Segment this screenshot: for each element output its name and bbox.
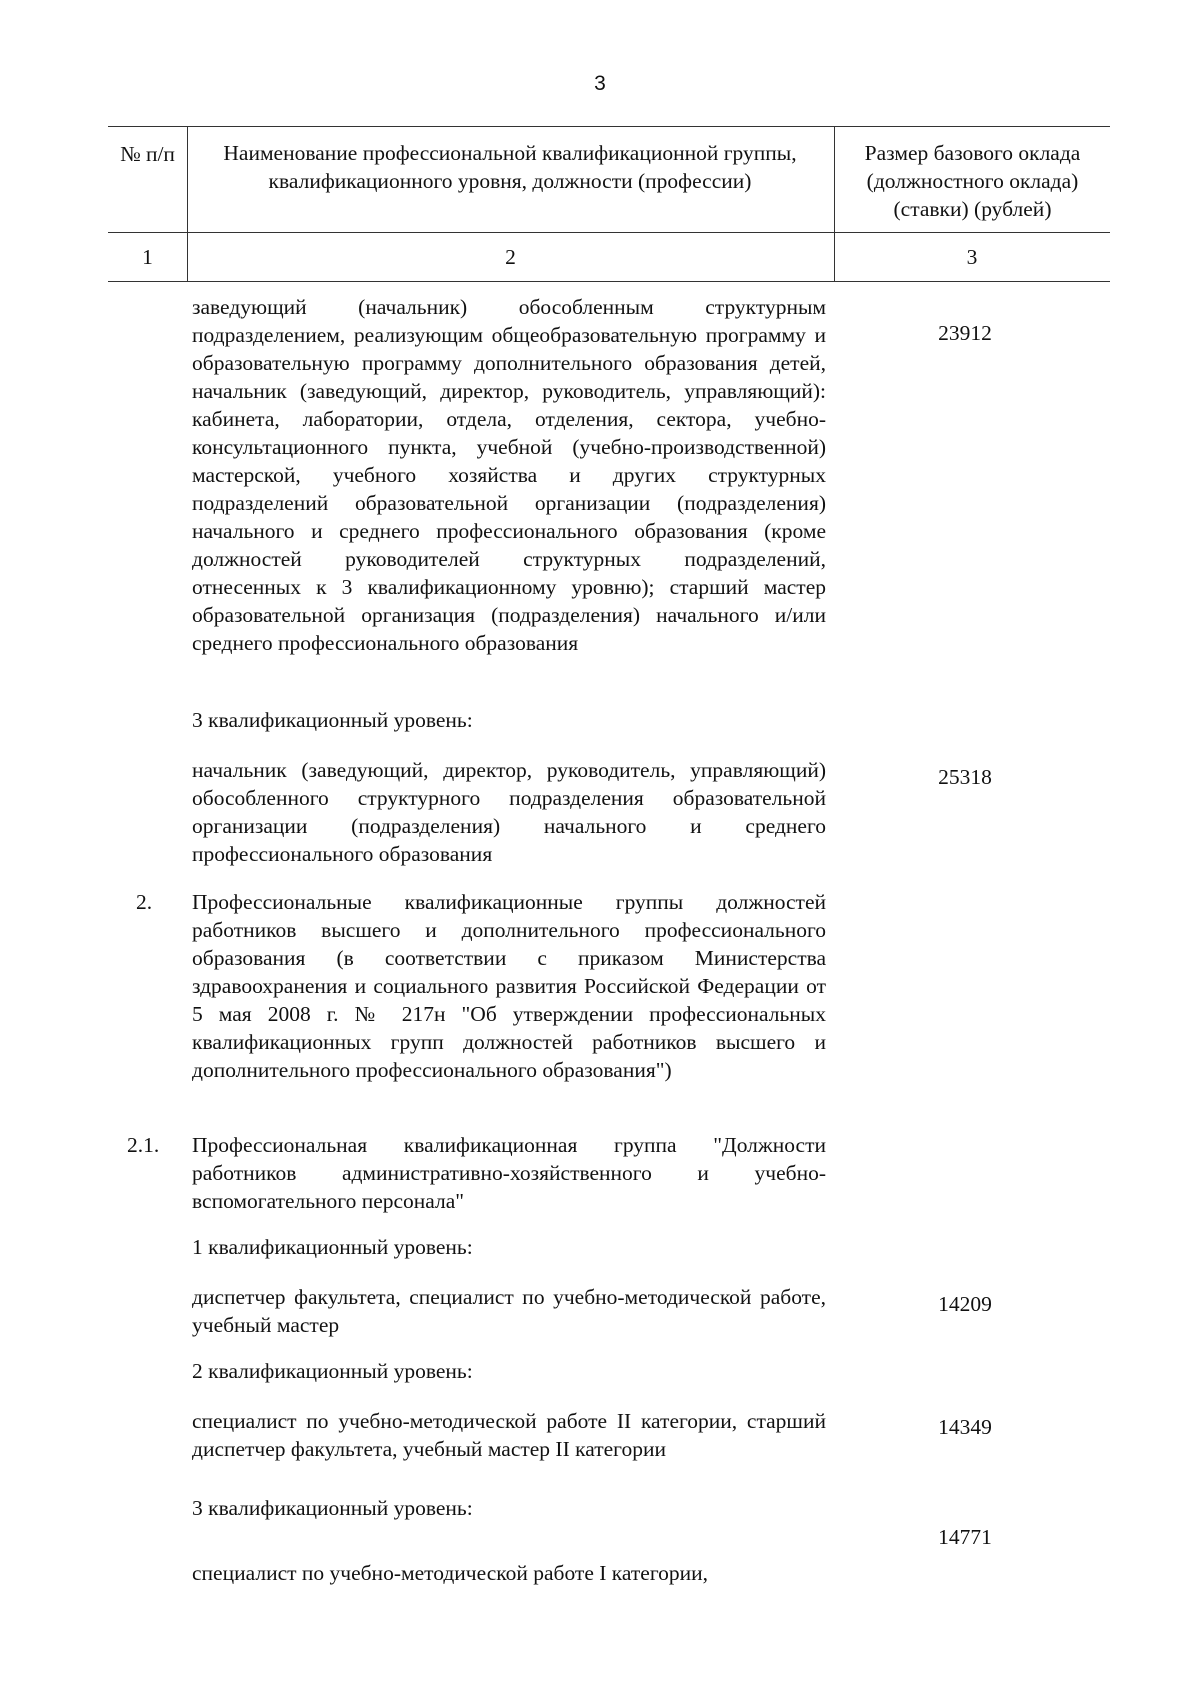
row-salary: 14209 (938, 1292, 992, 1316)
header-divider (108, 232, 1110, 233)
header-name: Наименование профессиональной квалификационной группы, квалификационного уровня, должности (профессии) (223, 141, 797, 193)
column-numbers-divider (108, 281, 1110, 282)
header-number: № п/п (120, 142, 175, 166)
column-number-1: 1 (142, 245, 153, 269)
row-salary: 14349 (938, 1415, 992, 1439)
row-text: начальник (заведующий, директор, руководитель, управляющий) обособленного структурного подразделения образовательной организации (подразделения) начального и среднего профессионального образования (192, 758, 826, 866)
row-text: специалист по учебно-методической работе I категории, (192, 1561, 708, 1585)
table-top-border (108, 126, 1110, 127)
column-number-3: 3 (966, 245, 978, 269)
row-salary: 25318 (938, 765, 992, 789)
row-text: заведующий (начальник) обособленным структурным подразделением, реализующим общеобразовательную программу и образовательную программу дополнительного образования детей, начальник (заведующий, директор, руководитель, управляющий): кабинета, лаборатории, отдела, отделения, сектора, учебно-консультационного пункта, учебной (учебно-производственной) мастерской, учебного хозяйства и других структурных подразделений образовательной организации (подразделения) начального и среднего профессионального образования (кроме должностей руководителей структурных подразделений, отнесенных к 3 квалификационному уровню); старший мастер образовательной организация (подразделения) начального и/или среднего профессионального образования (192, 295, 826, 655)
column-number-2: 2 (505, 245, 516, 269)
row-number: 2.1. (127, 1133, 160, 1157)
row-text: Профессиональная квалификационная группа "Должности работников административно-хозяйственного и учебно-вспомогательного персонала" (192, 1133, 826, 1213)
header-salary: Размер базового оклада (должностного оклада) (ставки) (рублей) (864, 141, 1081, 221)
row-salary: 14771 (938, 1525, 992, 1549)
row-text: 1 квалификационный уровень: (192, 1235, 473, 1259)
row-number: 2. (136, 890, 153, 914)
row-text: 3 квалификационный уровень: (192, 1496, 473, 1520)
page-number: 3 (594, 72, 606, 95)
row-text: Профессиональные квалификационные группы должностей работников высшего и дополнительного профессионального образования (в соответствии с приказом Министерства здравоохранения и социального развития Российской Федерации от 5 мая 2008 г. № 217н "Об утверждении профессиональных квалификационных групп должностей работников высшего и дополнительного профессионального образования") (192, 890, 826, 1082)
row-salary: 23912 (938, 321, 992, 345)
row-text: 2 квалификационный уровень: (192, 1359, 473, 1383)
row-text: специалист по учебно-методической работе II категории, старший диспетчер факультета, учебный мастер II категории (192, 1409, 826, 1461)
row-text: диспетчер факультета, специалист по учебно-методической работе, учебный мастер (192, 1285, 826, 1337)
row-text: 3 квалификационный уровень: (192, 708, 473, 732)
